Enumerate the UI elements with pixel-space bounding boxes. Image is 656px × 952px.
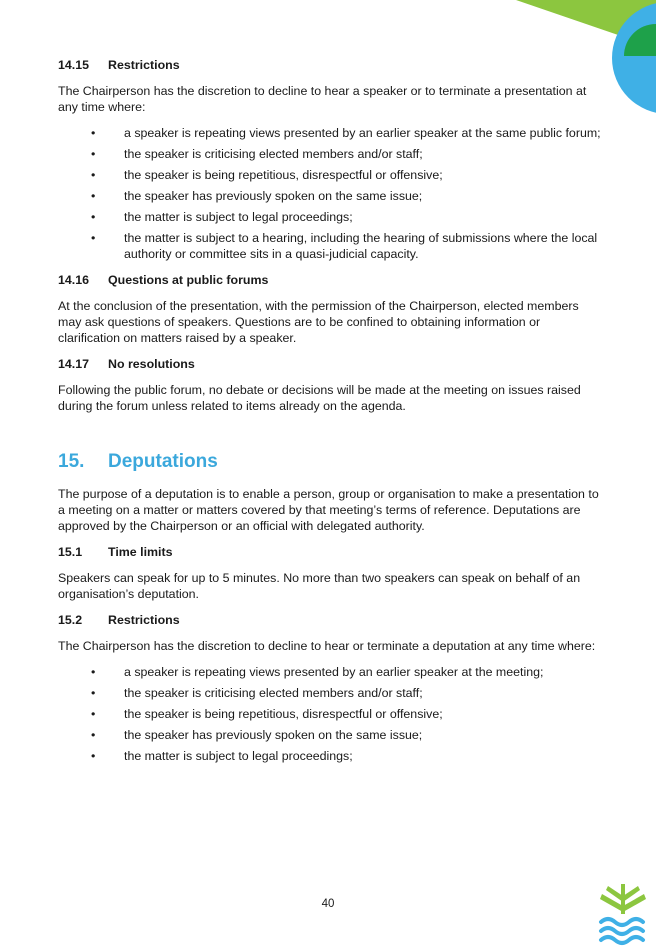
paragraph-14-15-intro: The Chairperson has the discretion to decline to hear a speaker or to terminate a presentation at any time where: <box>58 84 587 114</box>
list-item: • the matter is subject to legal proceedings; <box>58 209 603 225</box>
list-item: • a speaker is repeating views presented by an earlier speaker at the meeting; <box>58 664 603 680</box>
paragraph-14-16: At the conclusion of the presentation, with the permission of the Chairperson, elected members may ask questions of speakers. Questions are to be confined to obtaining information or clarification on matters raised by a speaker. <box>58 299 579 345</box>
paragraph-15-1: Speakers can speak for up to 5 minutes. No more than two speakers can speak on behalf of an organisation’s deputation. <box>58 571 581 601</box>
section-heading-15-2: 15.2 Restrictions <box>58 613 180 627</box>
list-item: • the speaker is being repetitious, disrespectful or offensive; <box>58 706 603 722</box>
list-item: • the speaker is criticising elected members and/or staff; <box>58 685 603 701</box>
document-content <box>58 57 603 774</box>
list-item: • the speaker is being repetitious, disrespectful or offensive; <box>58 167 603 183</box>
section-heading-14-17: 14.17 No resolutions <box>58 357 195 371</box>
section-heading-14-15: 14.15 Restrictions <box>58 58 180 72</box>
list-item: • the speaker has previously spoken on the same issue; <box>58 727 603 743</box>
paragraph-15: The purpose of a deputation is to enable a person, group or organisation to make a presentation to a meeting on a matter or matters covered by that meeting’s terms of reference. Deputations are approved by the Chairperson or an official with delegated authority. <box>58 487 599 533</box>
bullet-list-14-15 <box>58 125 603 262</box>
section-heading-14-16: 14.16 Questions at public forums <box>58 273 269 287</box>
list-item: • the matter is subject to legal proceedings; <box>58 748 603 764</box>
paragraph-14-17: Following the public forum, no debate or decisions will be made at the meeting on issues raised during the forum unless related to items already on the agenda. <box>58 383 581 413</box>
page-number: 40 <box>321 898 335 910</box>
section-heading-15-1: 15.1 Time limits <box>58 545 173 559</box>
list-item: • the speaker is criticising elected members and/or staff; <box>58 146 603 162</box>
council-logo-icon <box>598 882 648 946</box>
list-item: • the speaker has previously spoken on the same issue; <box>58 188 603 204</box>
bullet-list-15-2 <box>58 664 603 764</box>
list-item: • the matter is subject to a hearing, including the hearing of submissions where the local authority or committee sits in a quasi-judicial capacity. <box>58 230 603 262</box>
paragraph-15-2-intro: The Chairperson has the discretion to decline to hear or terminate a deputation at any time where: <box>58 639 596 653</box>
list-item: • a speaker is repeating views presented by an earlier speaker at the same public forum; <box>58 125 603 141</box>
section-heading-15: 15. Deputations <box>58 451 218 472</box>
